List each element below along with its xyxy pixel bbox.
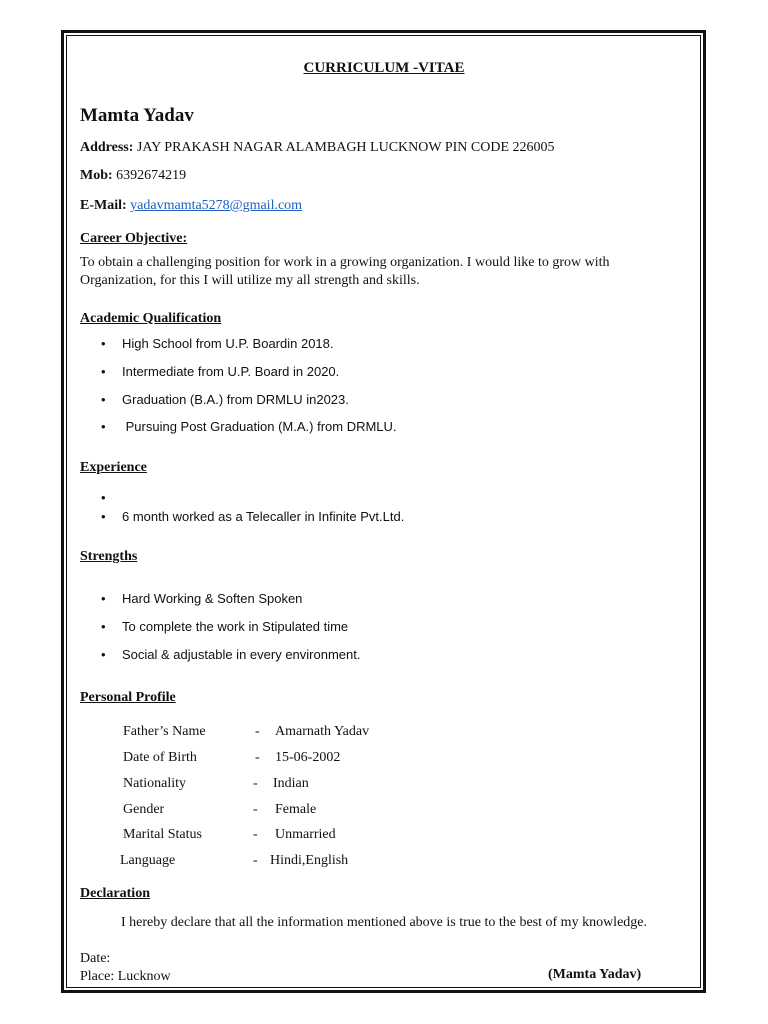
strength-item: To complete the work in Stipulated time (122, 619, 349, 634)
candidate-name: Mamta Yadav (80, 105, 194, 126)
profile-value: 15-06-2002 (275, 750, 341, 765)
bullet-icon: • (101, 591, 106, 606)
bullet-icon: • (101, 419, 106, 434)
profile-value: Hindi,English (270, 853, 349, 868)
career-objective-text: To obtain a challenging position for work in a growing organization. I would like to grow with Organization, for this I will utilize my all strength and skills. (80, 255, 610, 288)
academic-item: Pursuing Post Graduation (M.A.) from DRMLU. (122, 419, 397, 434)
profile-label: Date of Birth (123, 750, 197, 765)
academic-item: Intermediate from U.P. Board in 2020. (122, 364, 340, 379)
profile-label: Nationality (123, 776, 186, 791)
career-objective-heading: Career Objective: (80, 231, 188, 246)
profile-dash: - (253, 776, 258, 791)
profile-dash: - (253, 802, 258, 817)
mobile-label: Mob: (80, 168, 113, 183)
mobile-value: 6392674219 (116, 168, 187, 183)
profile-value: Female (275, 802, 317, 817)
profile-label: Gender (123, 802, 165, 817)
profile-dash: - (253, 853, 258, 868)
profile-value: Indian (273, 776, 309, 791)
address-value: JAY PRAKASH NAGAR ALAMBAGH LUCKNOW PIN CODE 226005 (136, 140, 555, 155)
personal-profile-heading: Personal Profile (80, 690, 176, 705)
profile-label: Language (120, 853, 176, 868)
bullet-icon: • (101, 509, 106, 524)
experience-heading: Experience (80, 460, 147, 475)
experience-item: 6 month worked as a Telecaller in Infinite Pvt.Ltd. (122, 509, 405, 524)
address-line (80, 140, 555, 156)
strength-item: Hard Working & Soften Spoken (122, 591, 303, 606)
profile-label: Marital Status (123, 827, 202, 842)
profile-dash: - (253, 827, 258, 842)
profile-value: Amarnath Yadav (275, 724, 370, 739)
place-label: Place: Lucknow (80, 969, 171, 984)
declaration-text: I hereby declare that all the information mentioned above is true to the best of my knowledge. (121, 915, 647, 930)
academic-item: Graduation (B.A.) from DRMLU in2023. (122, 392, 349, 407)
bullet-icon: • (101, 490, 106, 505)
mobile-line (80, 168, 186, 184)
profile-dash: - (255, 750, 260, 765)
bullet-icon: • (101, 392, 106, 407)
profile-value: Unmarried (275, 827, 336, 842)
strength-item: Social & adjustable in every environment. (122, 647, 361, 662)
signature-name: (Mamta Yadav) (548, 967, 642, 982)
profile-label: Father’s Name (123, 724, 206, 739)
academic-heading: Academic Qualification (80, 311, 222, 326)
academic-item: High School from U.P. Boardin 2018. (122, 336, 334, 351)
document-title: CURRICULUM -VITAE (303, 60, 465, 76)
bullet-icon: • (101, 619, 106, 634)
bullet-icon: • (101, 647, 106, 662)
email-link[interactable]: yadavmamta5278@gmail.com (130, 198, 303, 213)
declaration-heading: Declaration (80, 886, 150, 901)
address-label: Address: (80, 140, 134, 155)
bullet-icon: • (101, 336, 106, 351)
bullet-icon: • (101, 364, 106, 379)
email-label: E-Mail: (80, 198, 127, 213)
email-line (80, 198, 302, 214)
date-label: Date: (80, 951, 111, 966)
profile-dash: - (255, 724, 260, 739)
strengths-heading: Strengths (80, 549, 138, 564)
